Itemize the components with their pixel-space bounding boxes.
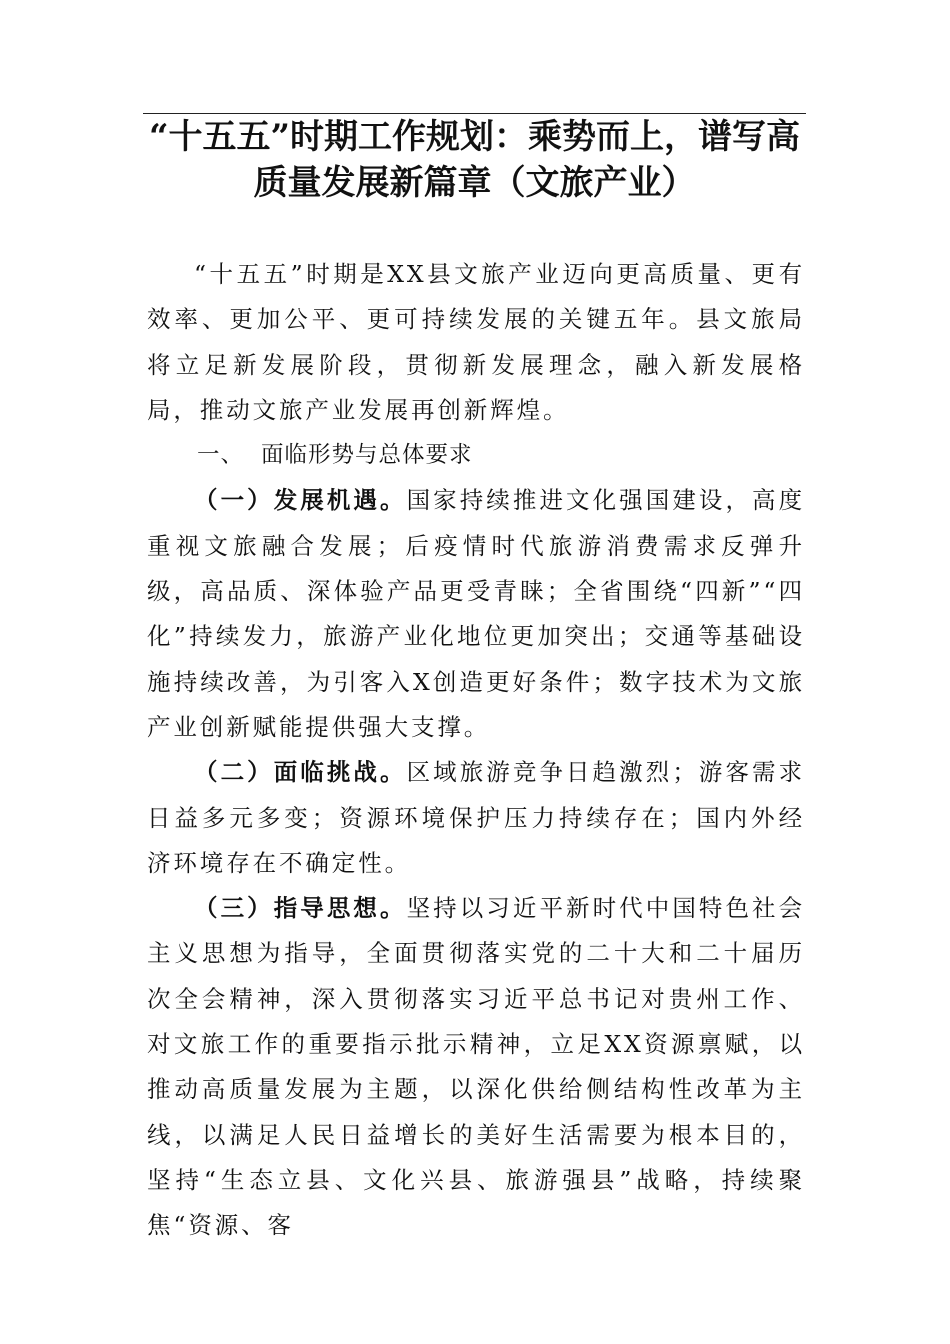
paragraph-guiding-ideology <box>147 886 805 1248</box>
section-heading-1 <box>147 433 805 478</box>
document-title: “十五五”时期工作规划：乘势而上，谱写高质量发展新篇章（文旅产业） <box>148 117 801 203</box>
paragraph-challenges <box>147 750 805 886</box>
paragraph-text: 国家持续推进文化强国建设，高度重视文旅融合发展；后疫情时代旅游消费需求反弹升级，高品质、深体验产品更受青睐；全省围绕“四新”“四化”持续发力，旅游产业化地位更加突出；交通等基础设施持续改善，为引客入X创造更好条件；数字技术为文旅产业创新赋能提供强大支撑。 <box>147 486 806 741</box>
intro-paragraph: “十五五”时期是XX县文旅产业迈向更高质量、更有效率、更加公平、更可持续发展的关键五年。县文旅局将立足新发展阶段，贯彻新发展理念，融入新发展格局，推动文旅产业发展再创新辉煌。 <box>147 260 805 424</box>
section-number: 一、 <box>197 442 245 469</box>
section-title: 面临形势与总体要求 <box>261 442 473 469</box>
document-body <box>147 252 805 1249</box>
paragraph-opportunities <box>147 478 805 750</box>
paragraph-lead: （一）发展机遇。 <box>194 486 407 515</box>
paragraph-lead: （二）面临挑战。 <box>194 758 407 787</box>
paragraph-lead: （三）指导思想。 <box>194 894 407 923</box>
paragraph-text: 区域旅游竞争日趋激烈；游客需求日益多元多变；资源环境保护压力持续存在；国内外经济环境存在不确定性。 <box>147 758 806 877</box>
paragraph-text: 坚持以习近平新时代中国特色社会主义思想为指导，全面贯彻落实党的二十大和二十届历次全会精神，深入贯彻落实习近平总书记对贵州工作、对文旅工作的重要指示批示精神，立足XX资源禀赋，以推动高质量发展为主题，以深化供给侧结构性改革为主线，以满足人民日益增长的美好生活需要为根本目的，坚持“生态立县、文化兴县、旅游强县”战略，持续聚焦“资源、客 <box>147 894 806 1240</box>
